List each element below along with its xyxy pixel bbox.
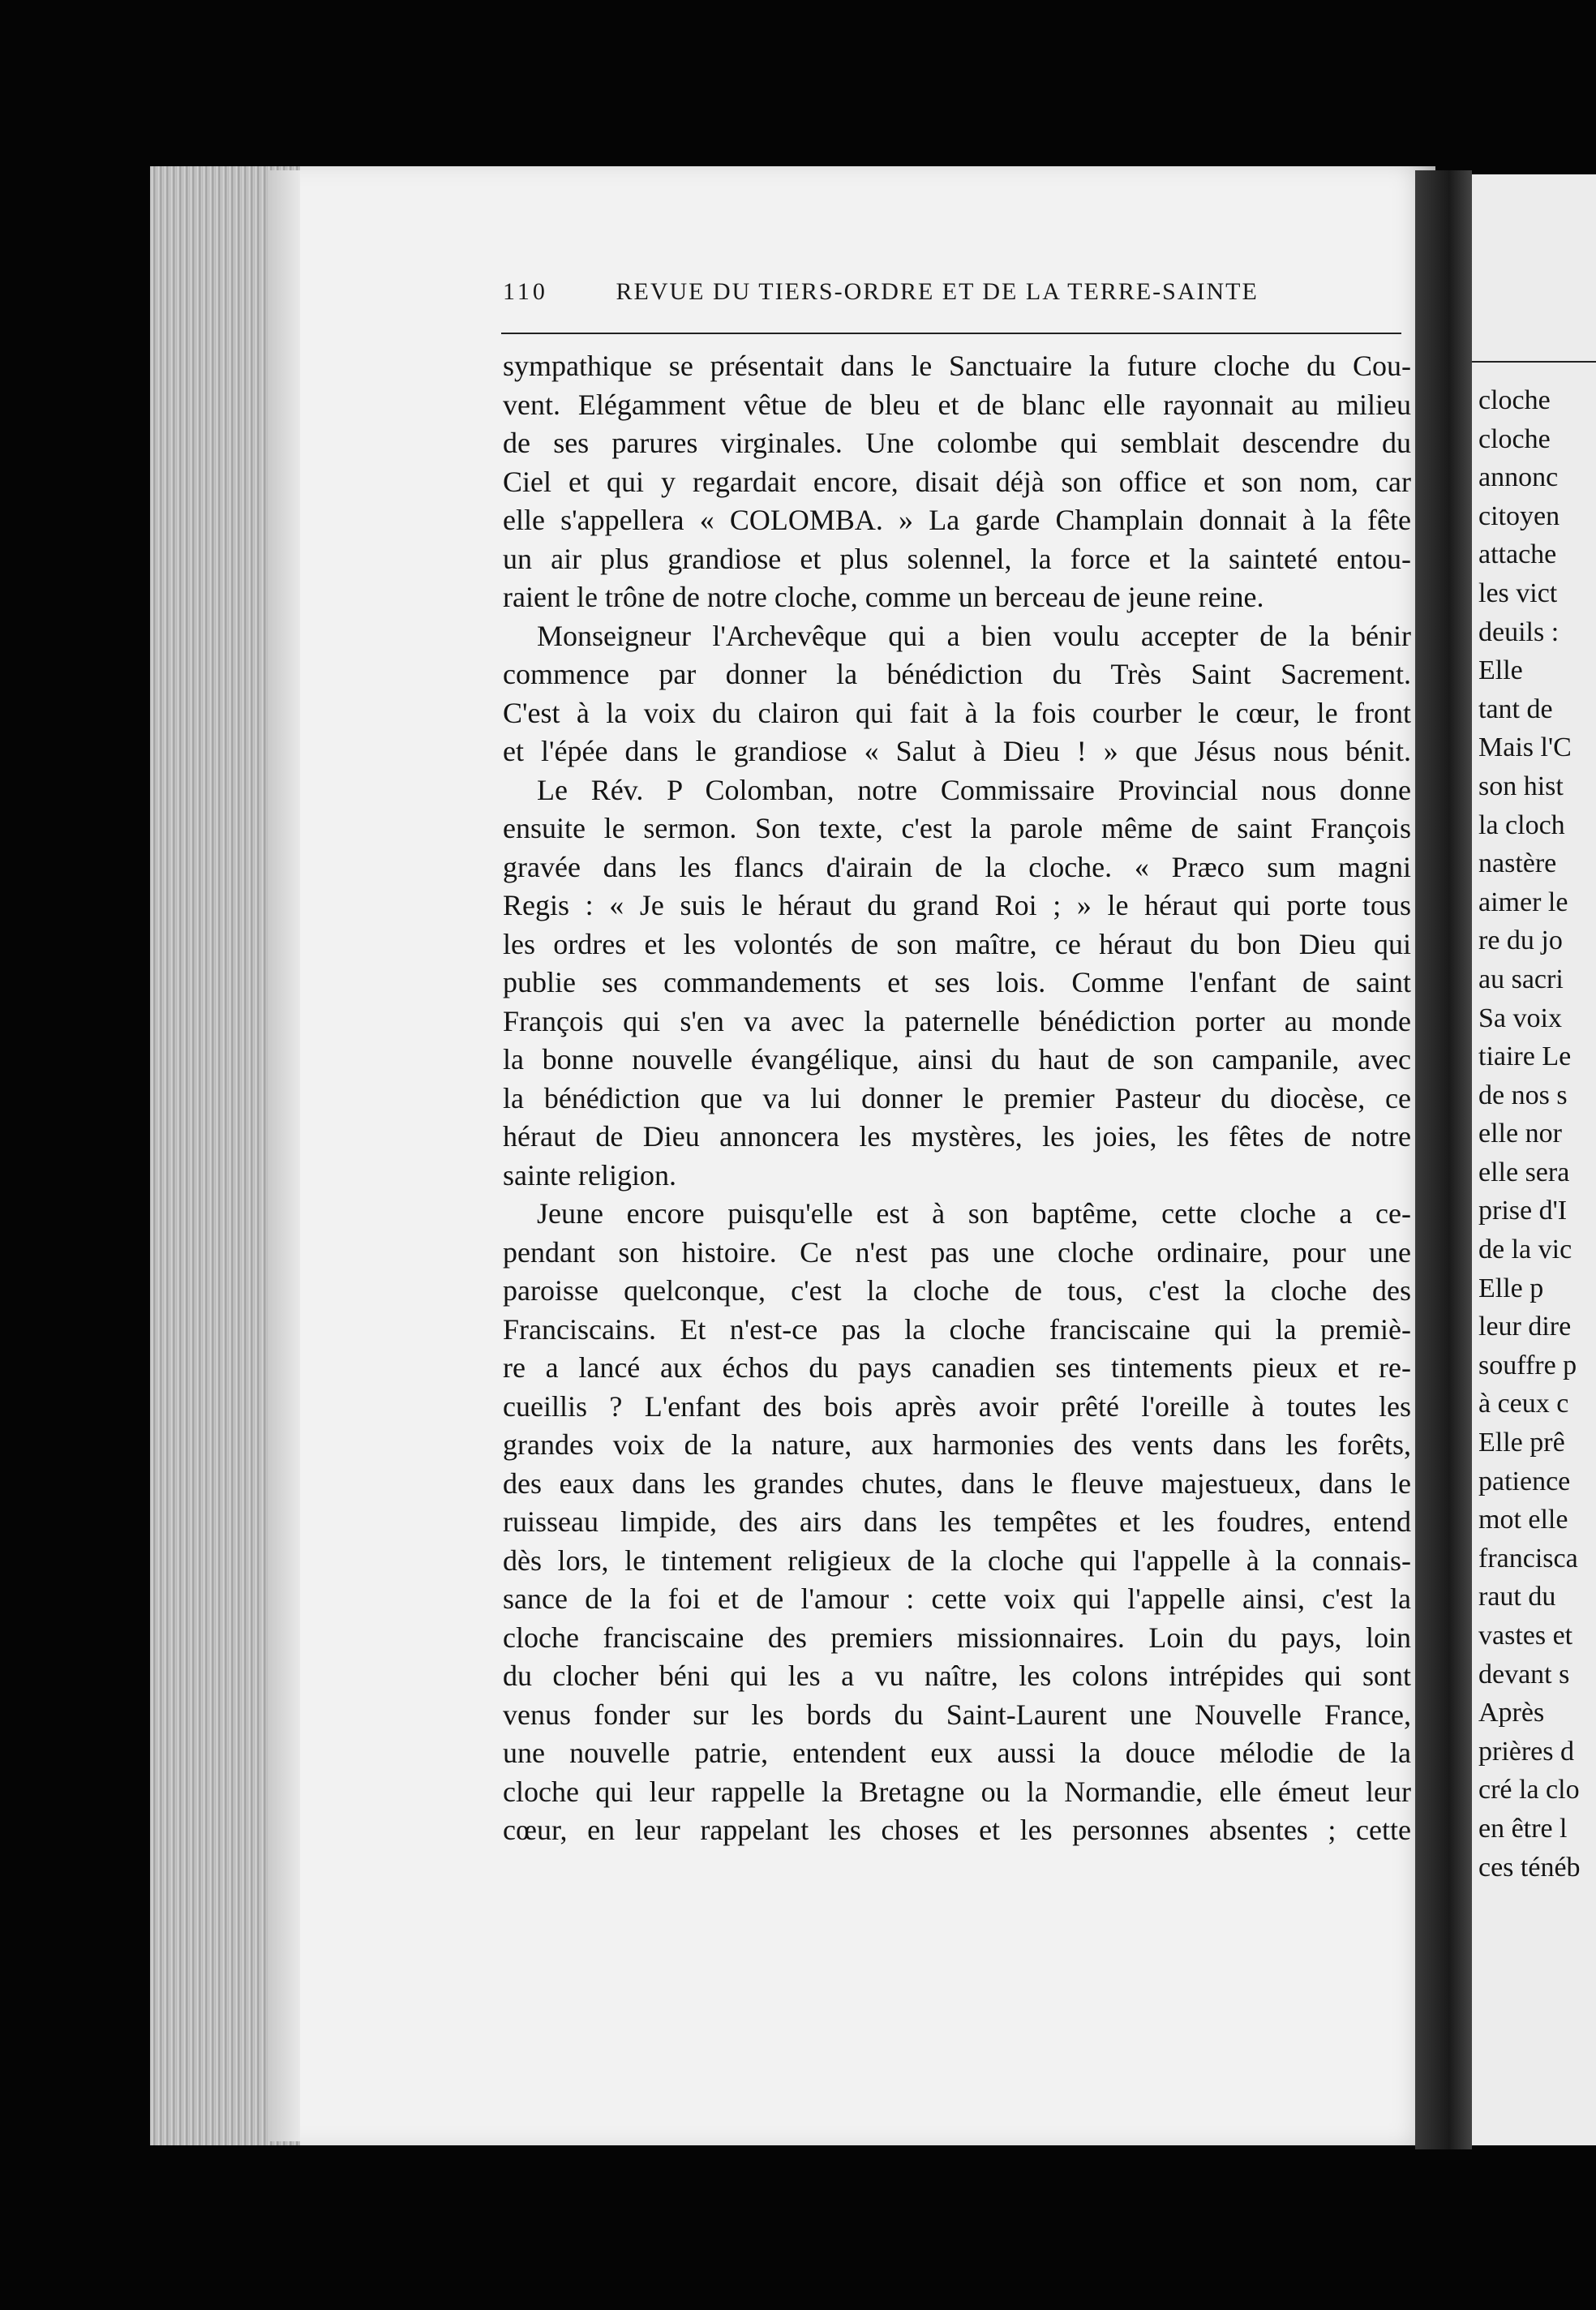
page-number: 110 (503, 278, 548, 305)
facing-text-fragment: raut du (1478, 1582, 1556, 1612)
facing-text-fragment: à ceux c (1478, 1389, 1569, 1419)
facing-text-fragment: citoyen (1478, 500, 1560, 531)
facing-text-fragment: cloche (1478, 423, 1551, 454)
facing-text-fragment: deuils : (1478, 616, 1560, 647)
facing-text-fragment: patience (1478, 1466, 1571, 1496)
text-line: des eaux dans les grandes chutes, dans le fleuve majestueux, dans le (503, 1466, 1411, 1500)
text-line: la bénédiction que va lui donner le premier Pasteur du diocèse, ce (503, 1081, 1411, 1114)
facing-text-fragment: leur dire (1478, 1312, 1572, 1342)
text-line: ruisseau limpide, des airs dans les tempêtes et les foudres, entend (503, 1505, 1411, 1538)
facing-head-rule (1472, 361, 1596, 363)
facing-text-fragment: la cloch (1478, 809, 1565, 840)
text-line: Franciscains. Et n'est-ce pas la cloche franciscaine qui la premiè- (503, 1312, 1411, 1346)
facing-text-fragment: au sacri (1478, 964, 1564, 994)
running-title: REVUE DU TIERS-ORDRE ET DE LA TERRE-SAINTE (616, 278, 1259, 305)
text-line: commence par donner la bénédiction du Très Saint Sacrement. (503, 658, 1411, 690)
facing-text-fragment: tiaire Le (1478, 1041, 1572, 1072)
text-line: grandes voix de la nature, aux harmonies des vents dans les forêts, (503, 1428, 1411, 1461)
text-line: re a lancé aux échos du pays canadien ses tintements pieux et re- (503, 1351, 1411, 1384)
facing-text-fragment: aimer le (1478, 887, 1568, 917)
facing-text-fragment: souffre p (1478, 1350, 1577, 1380)
facing-text-fragment: de nos s (1478, 1080, 1568, 1110)
text-line: héraut de Dieu annoncera les mystères, les joies, les fêtes de notre (503, 1120, 1411, 1153)
text-line: Jeune encore puisqu'elle est à son baptême, cette cloche a ce- (537, 1197, 1411, 1230)
text-line: une nouvelle patrie, entendent eux aussi la douce mélodie de la (503, 1737, 1411, 1769)
text-line: cloche qui leur rappelle la Bretagne ou la Normandie, elle émeut leur (503, 1775, 1411, 1808)
text-line: raient le trône de notre cloche, comme un berceau de jeune reine. (503, 581, 1264, 613)
facing-text-fragment: Mais l'C (1478, 732, 1572, 763)
facing-text-fragment: Elle (1478, 655, 1523, 686)
facing-text-fragment: tant de (1478, 693, 1553, 724)
facing-page-text (1478, 381, 1596, 1887)
text-line: paroisse quelconque, c'est la cloche de tous, c'est la cloche des (503, 1274, 1411, 1307)
text-line: vent. Elégamment vêtue de bleu et de blanc elle rayonnait au milieu (503, 388, 1411, 421)
facing-text-fragment: cré la clo (1478, 1775, 1580, 1805)
text-line: cloche franciscaine des premiers missionnaires. Loin du pays, loin (503, 1621, 1411, 1654)
text-line: la bonne nouvelle évangélique, ainsi du haut de son campanile, avec (503, 1043, 1411, 1076)
text-line: les ordres et les volontés de son maître, ce héraut du bon Dieu qui (503, 927, 1411, 960)
facing-text-fragment: attache (1478, 539, 1557, 570)
facing-text-fragment: elle nor (1478, 1119, 1562, 1149)
text-line: sance de la foi et de l'amour : cette voix qui l'appelle ainsi, c'est la (503, 1582, 1411, 1615)
text-line: du clocher béni qui les a vu naître, les colons intrépides qui sont (503, 1660, 1411, 1692)
facing-text-fragment: ces ténéb (1478, 1852, 1581, 1883)
facing-text-fragment: francisca (1478, 1543, 1578, 1574)
facing-text-fragment: annonc (1478, 462, 1559, 493)
text-line: ensuite le sermon. Son texte, c'est la parole même de saint François (503, 812, 1411, 844)
facing-text-fragment: Elle p (1478, 1273, 1544, 1303)
text-line: Ciel et qui y regardait encore, disait déjà son office et son nom, car (503, 465, 1411, 498)
text-line: et l'épée dans le grandiose « Salut à Dieu ! » que Jésus nous bénit. (503, 735, 1411, 767)
facing-page (1472, 174, 1596, 2145)
book-gutter (1415, 170, 1472, 2149)
text-line: Le Rév. P Colomban, notre Commissaire Provincial nous donne (537, 773, 1411, 806)
text-line: gravée dans les flancs d'airain de la cloche. « Præco sum magni (503, 850, 1411, 883)
facing-text-fragment: nastère (1478, 848, 1557, 879)
facing-text-fragment: les vict (1478, 578, 1558, 608)
facing-text-fragment: elle sera (1478, 1157, 1570, 1187)
text-line: sympathique se présentait dans le Sanctuaire la future cloche du Cou- (503, 350, 1411, 382)
text-line: de ses parures virginales. Une colombe qui semblait descendre du (503, 427, 1411, 459)
page-edge-highlight (268, 170, 304, 2141)
facing-text-fragment: Elle prê (1478, 1428, 1565, 1458)
text-line: cœur, en leur rappelant les choses et les personnes absentes ; cette (503, 1814, 1411, 1846)
facing-text-fragment: en être l (1478, 1813, 1568, 1844)
text-line: François qui s'en va avec la paternelle bénédiction porter au monde (503, 1004, 1411, 1037)
text-line: venus fonder sur les bords du Saint-Laurent une Nouvelle France, (503, 1698, 1411, 1731)
text-line: dès lors, le tintement religieux de la cloche qui l'appelle à la connais- (503, 1544, 1411, 1577)
facing-text-fragment: Après (1478, 1698, 1545, 1728)
running-head (503, 278, 1395, 306)
facing-text-fragment: son hist (1478, 771, 1564, 801)
text-line: pendant son histoire. Ce n'est pas une cloche ordinaire, pour une (503, 1235, 1411, 1269)
facing-text-fragment: Sa voix (1478, 1003, 1562, 1033)
body-text (503, 347, 1411, 1850)
header-rule (501, 333, 1401, 334)
facing-text-fragment: de la vic (1478, 1234, 1572, 1265)
text-line: cueillis ? L'enfant des bois après avoir prêté l'oreille à toutes les (503, 1389, 1411, 1423)
text-line: publie ses commandements et ses lois. Comme l'enfant de saint (503, 966, 1411, 998)
text-line: Monseigneur l'Archevêque qui a bien voulu accepter de la bénir (537, 619, 1411, 652)
facing-text-fragment: cloche (1478, 385, 1551, 415)
facing-text-fragment: mot elle (1478, 1505, 1568, 1535)
facing-text-fragment: devant s (1478, 1659, 1570, 1690)
text-line: Regis : « Je suis le héraut du grand Roi ; » le héraut qui porte tous (503, 889, 1411, 921)
facing-text-fragment: prières d (1478, 1736, 1575, 1767)
facing-text-fragment: prise d'I (1478, 1196, 1568, 1226)
facing-text-fragment: re du jo (1478, 925, 1563, 956)
text-line: sainte religion. (503, 1158, 676, 1191)
facing-text-fragment: vastes et (1478, 1621, 1573, 1651)
text-line: elle s'appellera « COLOMBA. » La garde Champlain donnait à la fête (503, 504, 1411, 536)
text-line: C'est à la voix du clairon qui fait à la fois courber le cœur, le front (503, 696, 1411, 729)
text-line: un air plus grandiose et plus solennel, la force et la sainteté entou- (503, 542, 1411, 575)
